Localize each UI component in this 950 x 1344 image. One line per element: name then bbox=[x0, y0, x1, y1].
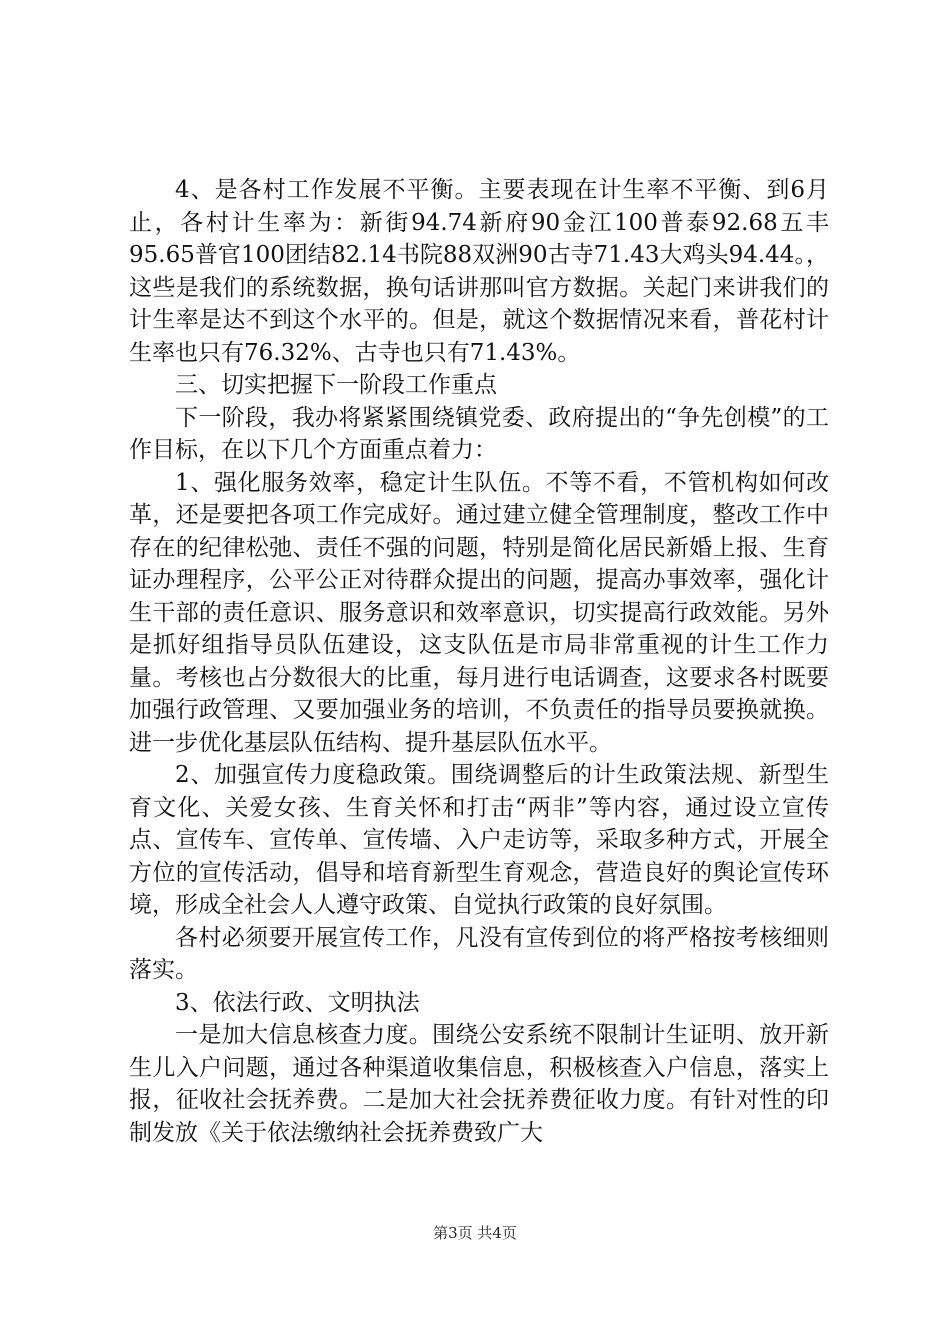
paragraph-intro-next-stage: 下一阶段，我办将紧紧围绕镇党委、政府提出的“争先创模”的工作目标，在以下几个方面重点着力： bbox=[129, 404, 829, 463]
section-heading-next-stage: 三、切实把握下一阶段工作重点 bbox=[175, 372, 497, 398]
paragraph-information-check: 一是加大信息核查力度。围绕公安系统不限制计生证明、放开新生儿入户问题，通过各种渠道收集信息，积极核查入户信息，落实上报，征收社会抚养费。二是加大社会抚养费征收力度。有针对性的印制发放《关于依法缴纳社会抚养费致广大 bbox=[129, 1022, 829, 1146]
paragraph-service-efficiency: 1、强化服务效率，稳定计生队伍。不等不看，不管机构如何改革，还是要把各项工作完成好。通过建立健全管理制度，整改工作中存在的纪律松弛、责任不强的问题，特别是简化居民新婚上报、生育证办理程序，公平公正对待群众提出的问题，提高办事效率，强化计生干部的责任意识、服务意识和效率意识，切实提高行政效能。另外是抓好组指导员队伍建设，这支队伍是市局非常重视的计生工作力量。考核也占分数很大的比重，每月进行电话调查，这要求各村既要加强行政管理、又要加强业务的培训，不负责任的指导员要换就换。进一步优化基层队伍结构、提升基层队伍水平。 bbox=[129, 469, 829, 756]
paragraph-publicity-requirement: 各村必须要开展宣传工作，凡没有宣传到位的将严格按考核细则落实。 bbox=[129, 924, 829, 983]
document-body bbox=[129, 174, 829, 1149]
paragraph-publicity: 2、加强宣传力度稳政策。围绕调整后的计生政策法规、新型生育文化、关爱女孩、生育关怀和打击“两非”等内容，通过设立宣传点、宣传车、宣传单、宣传墙、入户走访等，采取多种方式，开展全方位的宣传活动，倡导和培育新型生育观念，营造良好的舆论宣传环境，形成全社会人人遵守政策、自觉执行政策的良好氛围。 bbox=[129, 762, 829, 918]
page-number: 第3页 共4页 bbox=[433, 1224, 517, 1242]
subheading-law-enforcement: 3、依法行政、文明执法 bbox=[175, 989, 420, 1016]
paragraph-imbalance: 4、是各村工作发展不平衡。主要表现在计生率不平衡、到6月止，各村计生率为：新街94.74新府90金江100普泰92.68五丰95.65普官100团结82.14书院88双洲90古寺71.43大鸡头94.44。，这些是我们的系统数据，换句话讲那叫官方数据。关起门来讲我们的计生率是达不到这个水平的。但是，就这个数据情况来看，普花村计生率也只有76.32%、古寺也只有71.43%。 bbox=[129, 177, 829, 366]
